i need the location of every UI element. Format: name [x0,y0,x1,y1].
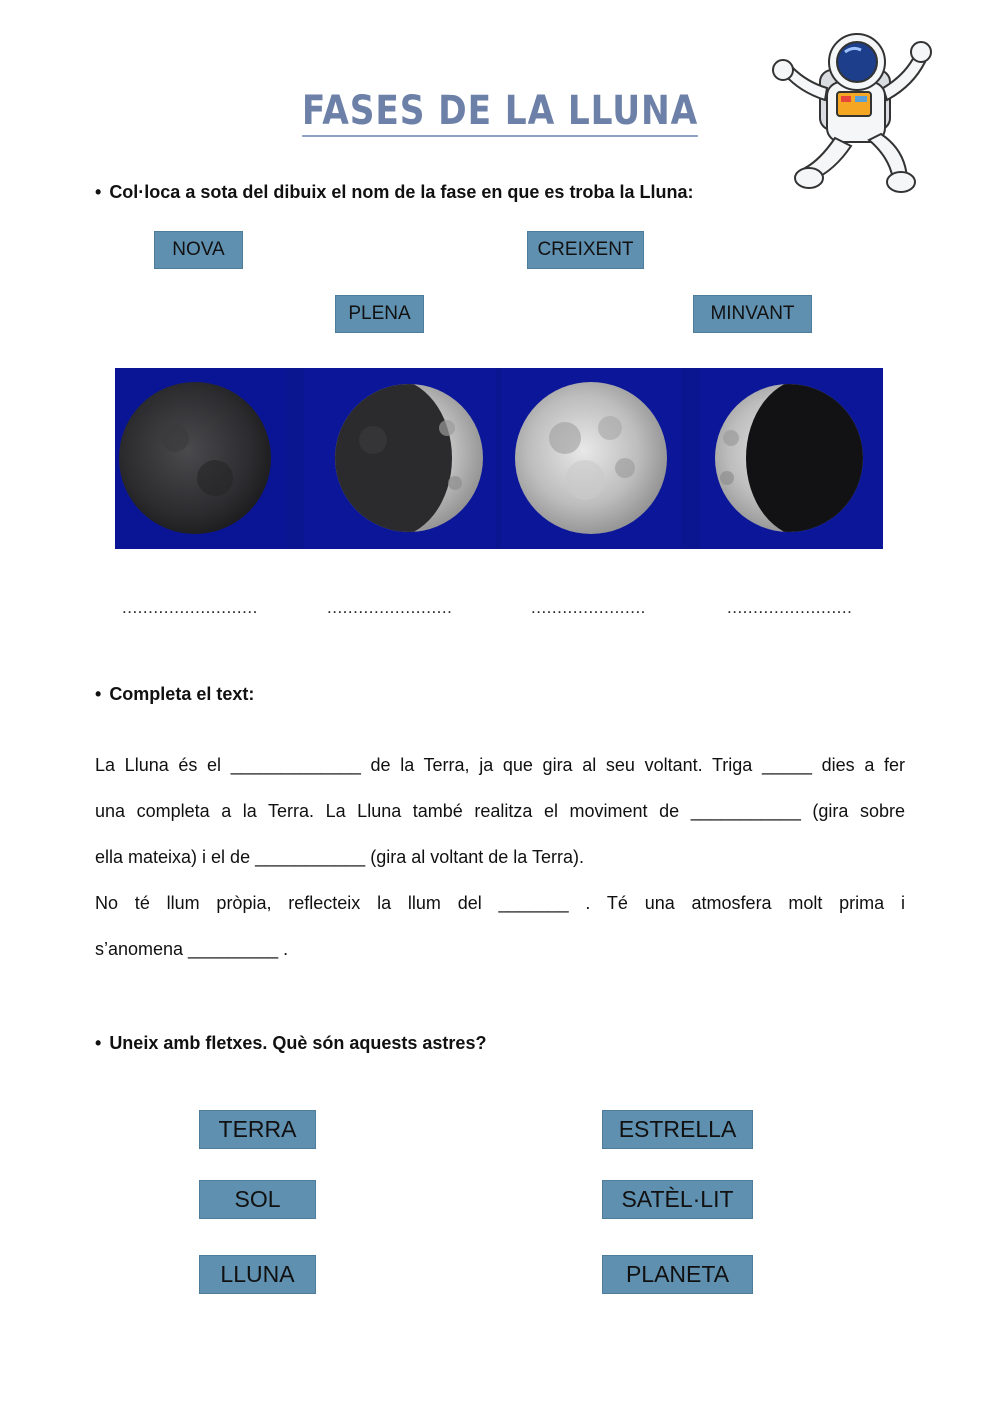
moon-phases-image [115,368,883,549]
instruction-place-phase-names [95,182,693,203]
instruction-text: Uneix amb fletxes. Què són aquests astres? [109,1033,487,1053]
answer-blank-3[interactable]: ...................... [531,598,646,617]
paragraph-line[interactable]: La Lluna és el _____________ de la Terra, ja que gira al seu voltant. Triga _____ dies a fer [95,755,905,775]
tag-creixent[interactable]: CREIXENT [527,231,644,269]
tag-lluna[interactable]: LLUNA [199,1255,316,1294]
tag-planeta[interactable]: PLANETA [602,1255,753,1294]
bullet: • [95,1033,102,1053]
instruction-text: Col·loca a sota del dibuix el nom de la fase en que es troba la Lluna: [109,182,694,202]
page-title: FASES DE LA LLUNA [70,88,930,134]
paragraph-line[interactable]: ella mateixa) i el de ___________ (gira al voltant de la Terra). [95,847,584,867]
instruction-text: Completa el text: [109,684,255,704]
paragraph-line[interactable]: s’anomena _________ . [95,939,289,959]
tag-satellit[interactable]: SATÈL·LIT [602,1180,753,1219]
moon-full [515,382,667,534]
answer-blank-2[interactable]: ........................ [327,598,453,617]
moon-phases-svg [115,368,883,549]
answer-blank-4[interactable]: ........................ [727,598,853,617]
answer-blank-1[interactable]: .......................... [122,598,258,617]
fill-in-paragraph [95,742,905,972]
bullet: • [95,684,102,704]
instruction-complete-text [95,684,254,705]
tag-nova[interactable]: NOVA [154,231,243,269]
paragraph-line[interactable]: una completa a la Terra. La Lluna també realitza el moviment de ___________ (gira sobre [95,801,905,821]
tag-minvant[interactable]: MINVANT [693,295,812,333]
paragraph-line[interactable]: No té llum pròpia, reflecteix la llum del _______ . Té una atmosfera molt prima i [95,893,905,913]
tag-terra[interactable]: TERRA [199,1110,316,1149]
instruction-match-arrows [95,1033,486,1054]
bullet: • [95,182,102,202]
tag-estrella[interactable]: ESTRELLA [602,1110,753,1149]
tag-sol[interactable]: SOL [199,1180,316,1219]
moon-new [119,382,271,534]
tag-plena[interactable]: PLENA [335,295,424,333]
